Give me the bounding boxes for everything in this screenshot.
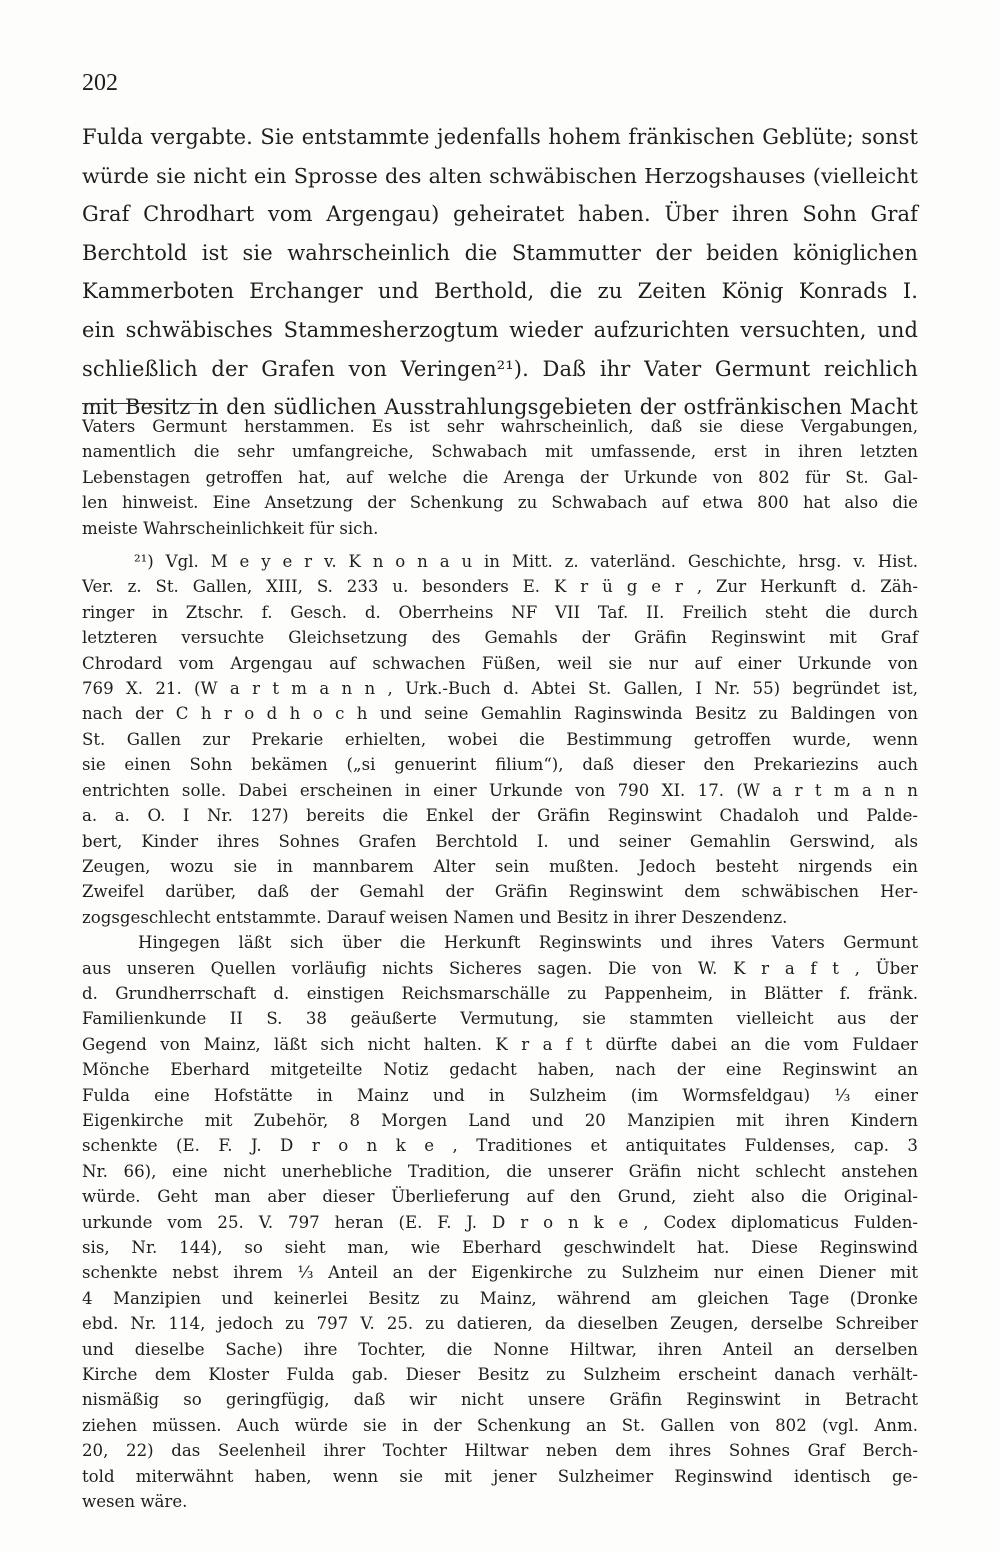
footnote-21b-line: 20, 22) das Seelenheil ihrer Tochter Hiltwar neben dem ihres Sohnes Graf Berch- (82, 1441, 918, 1461)
footnote-21-line: Chrodard vom Argengau auf schwachen Füßen, weil sie nur auf einer Urkunde von (82, 653, 918, 673)
footnote-21b-line: Eigenkirche mit Zubehör, 8 Morgen Land und 20 Manzipien mit ihren Kindern (82, 1110, 918, 1130)
footnote-21b-line: sis, Nr. 144), so sieht man, wie Eberhard geschwindelt hat. Diese Reginswind (82, 1238, 918, 1257)
footnote-21-line: Ver. z. St. Gallen, XIII, S. 233 u. besonders E. K r ü g e r , Zur Herkunft d. Zäh- (82, 577, 918, 597)
footnote-21-line: nach der C h r o d h o c h und seine Gemahlin Raginswinda Besitz zu Baldingen von (82, 704, 918, 724)
footnote-21-line: 769 X. 21. (W a r t m a n n , Urk.-Buch d. Abtei St. Gallen, I Nr. 55) begründet ist, (82, 679, 918, 699)
footnote-21-line: sie einen Sohn bekämen („si genuerint filium“), daß dieser den Prekariezins auch (82, 755, 918, 775)
footnote-21-line: Zeugen, wozu sie in mannbarem Alter sein mußten. Jedoch besteht nirgends ein (82, 856, 918, 876)
footnote-21b-line: ziehen müssen. Auch würde sie in der Schenkung an St. Gallen von 802 (vgl. Anm. (82, 1415, 918, 1435)
footnote-21b-line: nismäßig so geringfügig, daß wir nicht unsere Gräfin Reginswint in Betracht (82, 1390, 918, 1410)
footnote-21b-line: ebd. Nr. 114, jedoch zu 797 V. 25. zu datieren, da dieselben Zeugen, derselbe Schreiber (82, 1314, 918, 1334)
footnote-21b-line: Familienkunde II S. 38 geäußerte Vermutung, sie stammten vielleicht aus der (82, 1009, 918, 1029)
footnote-21b-line: told miterwähnt haben, wenn sie mit jener Sulzheimer Reginswind identisch ge- (82, 1466, 918, 1486)
footnote-21b-line: würde. Geht man aber dieser Überlieferung auf den Grund, zieht also die Original- (82, 1187, 918, 1207)
footnote-21-line: St. Gallen zur Prekarie erhielten, wobei die Bestimmung getroffen wurde, wenn (82, 729, 918, 749)
main-line: Berchtold ist sie wahrscheinlich die Stammutter der beiden königlichen (82, 240, 918, 265)
footnote-21b-line: Nr. 66), eine nicht unerhebliche Tradition, die unserer Gräfin nicht schlecht anstehen (82, 1161, 918, 1181)
main-text (82, 118, 918, 427)
main-line: Kammerboten Erchanger und Berthold, die zu Zeiten König Konrads I. (82, 279, 918, 304)
footnote-21b-line: urkunde vom 25. V. 797 heran (E. F. J. D r o n k e , Codex diplomaticus Fulden- (82, 1212, 918, 1232)
footnote-21b-line: schenkte nebst ihrem ⅓ Anteil an der Eigenkirche zu Sulzheim nur einen Diener mit (82, 1263, 918, 1283)
main-line: ein schwäbisches Stammesherzogtum wieder aufzurichten versuchten, und (82, 317, 918, 342)
footnote-21b-line: 4 Manzipien und keinerlei Besitz zu Mainz, während am gleichen Tage (Dronke (82, 1288, 918, 1308)
footnote-21b-line: Hingegen läßt sich über die Herkunft Reginswints und ihres Vaters Germunt (138, 933, 918, 953)
footnotes (82, 414, 918, 1514)
footnote-21-line: ringer in Ztschr. f. Gesch. d. Oberrheins NF VII Taf. II. Freilich steht die durch (82, 602, 918, 622)
page-number: 202 (82, 70, 118, 96)
footnote-21b-line: Mönche Eberhard mitgeteilte Notiz gedacht haben, nach der eine Reginswint an (82, 1060, 918, 1080)
main-line: Fulda vergabte. Sie entstammte jedenfalls hohem fränkischen Geblüte; sonst (82, 125, 918, 149)
footnote-21b-line: Fulda eine Hofstätte in Mainz und in Sulzheim (im Wormsfeldgau) ⅓ einer (82, 1085, 918, 1105)
main-line: Graf Chrodhart vom Argengau) geheiratet haben. Über ihren Sohn Graf (82, 202, 918, 227)
footnote-divider (82, 403, 208, 404)
footnote-21b-line: d. Grundherrschaft d. einstigen Reichsmarschälle zu Pappenheim, in Blätter f. fränk. (82, 983, 918, 1003)
footnote-21b-line: Gegend von Mainz, läßt sich nicht halten. K r a f t dürfte dabei an die vom Fuldaer (82, 1034, 918, 1054)
footnote-21-line: a. a. O. I Nr. 127) bereits die Enkel der Gräfin Reginswint Chadaloh und Palde- (82, 806, 918, 826)
footnote-21b-line: Kirche dem Kloster Fulda gab. Dieser Besitz zu Sulzheim erscheint danach verhält- (82, 1365, 918, 1385)
footnote-line: namentlich die sehr umfangreiche, Schwabach mit umfassende, erst in ihren letzten (82, 442, 918, 462)
footnote-21-line: Zweifel darüber, daß der Gemahl der Gräfin Reginswint dem schwäbischen Her- (82, 882, 918, 902)
footnote-line: len hinweist. Eine Ansetzung der Schenkung zu Schwabach auf etwa 800 hat also die (82, 493, 918, 513)
footnote-line: Vaters Germunt herstammen. Es ist sehr wahrscheinlich, daß sie diese Vergabungen, (82, 417, 918, 436)
footnote-21b-line: wesen wäre. (82, 1492, 188, 1512)
footnote-21-line: letzteren versuchte Gleichsetzung des Gemahls der Gräfin Reginswint mit Graf (82, 628, 918, 648)
footnote-line: Lebenstagen getroffen hat, auf welche die Arenga der Urkunde von 802 für St. Gal- (82, 467, 918, 487)
main-line: schließlich der Grafen von Veringen²¹). Daß ihr Vater Germunt reichlich (82, 356, 918, 381)
footnote-21-line: bert, Kinder ihres Sohnes Grafen Berchtold I. und seiner Gemahlin Gerswind, als (82, 831, 918, 851)
footnote-21-line: ²¹) Vgl. M e y e r v. K n o n a u in Mitt. z. vaterländ. Geschichte, hrsg. v. Hist. (134, 552, 918, 572)
main-line: mit Besitz in den südlichen Ausstrahlungsgebieten der ostfränkischen Macht (82, 395, 918, 420)
footnote-line: meiste Wahrscheinlichkeit für sich. (82, 518, 379, 538)
footnote-21b-line: aus unseren Quellen vorläufig nichts Sicheres sagen. Die von W. K r a f t , Über (82, 958, 918, 978)
main-line: würde sie nicht ein Sprosse des alten schwäbischen Herzogshauses (vielleicht (82, 163, 918, 188)
footnote-21b-line: schenkte (E. F. J. D r o n k e , Traditiones et antiquitates Fuldenses, cap. 3 (82, 1136, 918, 1156)
footnote-21-line: entrichten solle. Dabei erscheinen in einer Urkunde von 790 XI. 17. (W a r t m a n n (82, 780, 918, 800)
footnote-21-line: zogsgeschlecht entstammte. Darauf weisen Namen und Besitz in ihrer Deszendenz. (82, 907, 788, 927)
footnote-21b-line: und dieselbe Sache) ihre Tochter, die Nonne Hiltwar, ihren Anteil an derselben (82, 1339, 918, 1359)
